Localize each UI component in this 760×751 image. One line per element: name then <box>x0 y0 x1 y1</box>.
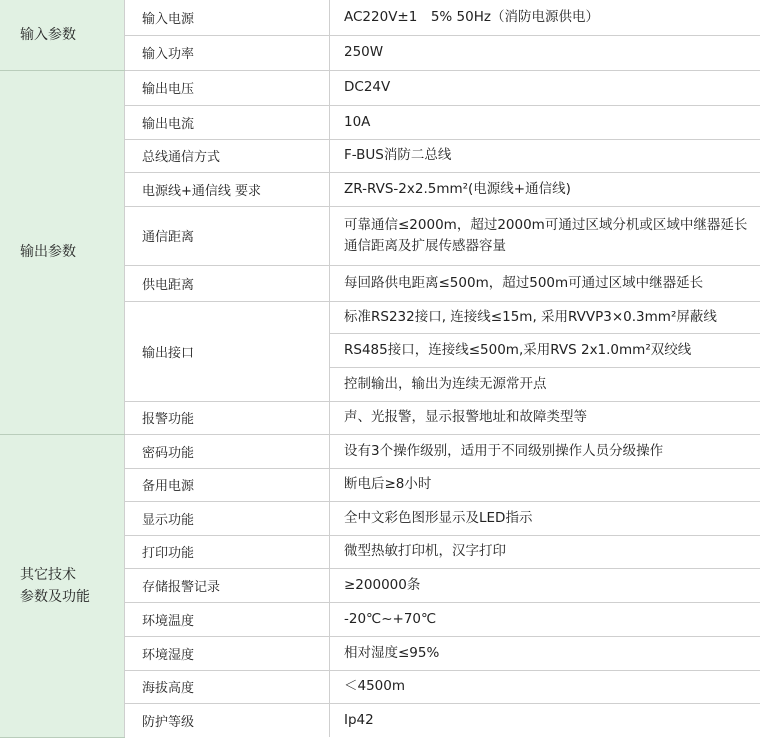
value-cell: 10A <box>330 105 760 139</box>
value-cell: F-BUS消防二总线 <box>330 139 760 172</box>
value-cell: DC24V <box>330 70 760 105</box>
param-cell: 备用电源 <box>125 468 330 501</box>
value-cell: 可靠通信≤2000m，超过2000m可通过区域分机或区域中继器延长 通信距离及扩展传感器容量 <box>330 206 760 265</box>
table-row <box>0 434 760 468</box>
value-cell: ZR-RVS-2x2.5mm²(电源线+通信线) <box>330 172 760 206</box>
param-cell: 密码功能 <box>125 434 330 468</box>
param-cell: 打印功能 <box>125 535 330 568</box>
value-cell: 微型热敏打印机，汉字打印 <box>330 535 760 568</box>
category-cell: 其它技术 参数及功能 <box>0 434 125 737</box>
value-cell: 控制输出，输出为连续无源常开点 <box>330 367 760 401</box>
param-cell: 环境温度 <box>125 602 330 636</box>
param-cell: 环境湿度 <box>125 636 330 670</box>
value-cell: 声、光报警，显示报警地址和故障类型等 <box>330 401 760 434</box>
value-cell: 相对湿度≤95% <box>330 636 760 670</box>
param-cell: 通信距离 <box>125 206 330 265</box>
param-cell: 输出电流 <box>125 105 330 139</box>
param-cell: 显示功能 <box>125 501 330 535</box>
value-cell: Ip42 <box>330 703 760 737</box>
category-cell: 输入参数 <box>0 0 125 70</box>
param-cell: 海拔高度 <box>125 670 330 703</box>
param-cell: 电源线+通信线 要求 <box>125 172 330 206</box>
param-cell: 输入功率 <box>125 35 330 70</box>
param-cell: 输出电压 <box>125 70 330 105</box>
table-row <box>0 70 760 105</box>
value-cell: 设有3个操作级别，适用于不同级别操作人员分级操作 <box>330 434 760 468</box>
value-cell: 断电后≥8小时 <box>330 468 760 501</box>
category-cell: 输出参数 <box>0 70 125 434</box>
table-row <box>0 0 760 35</box>
param-cell: 供电距离 <box>125 265 330 301</box>
param-cell: 输入电源 <box>125 0 330 35</box>
param-cell: 总线通信方式 <box>125 139 330 172</box>
value-cell: 全中文彩色图形显示及LED指示 <box>330 501 760 535</box>
value-cell: 每回路供电距离≤500m，超过500m可通过区域中继器延长 <box>330 265 760 301</box>
value-cell: ＜4500m <box>330 670 760 703</box>
value-cell: -20℃~+70℃ <box>330 602 760 636</box>
value-cell: 标准RS232接口, 连接线≤15m, 采用RVVP3×0.3mm²屏蔽线 <box>330 301 760 333</box>
param-cell: 存储报警记录 <box>125 568 330 602</box>
param-cell: 报警功能 <box>125 401 330 434</box>
param-cell: 防护等级 <box>125 703 330 737</box>
value-cell: 250W <box>330 35 760 70</box>
param-cell: 输出接口 <box>125 301 330 401</box>
value-cell: RS485接口，连接线≤500m,采用RVS 2x1.0mm²双绞线 <box>330 333 760 367</box>
value-cell: ≥200000条 <box>330 568 760 602</box>
value-cell: AC220V±1 5% 50Hz（消防电源供电） <box>330 0 760 35</box>
